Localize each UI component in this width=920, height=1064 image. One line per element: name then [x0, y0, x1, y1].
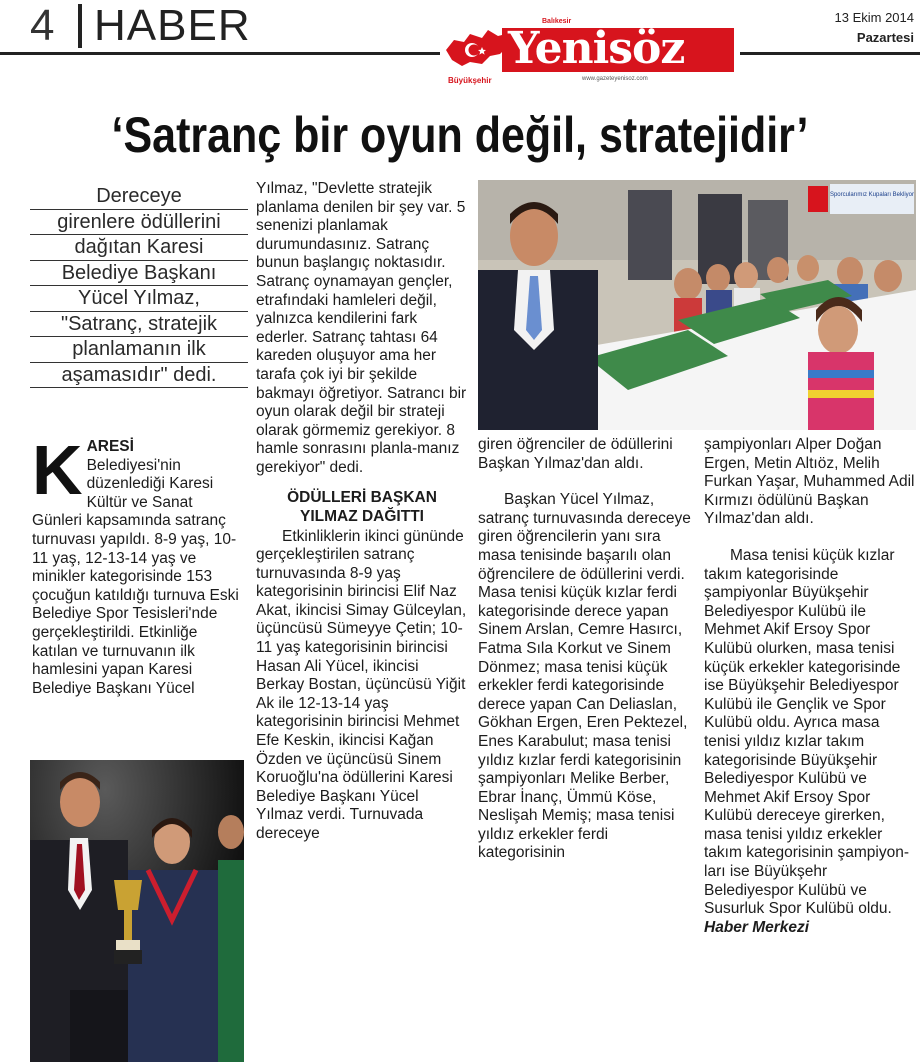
- drop-cap: K: [32, 431, 83, 509]
- article-headline: ‘Satranç bir oyun değil, stratejidir’: [111, 107, 809, 163]
- article-byline: Haber Merkezi: [704, 918, 810, 936]
- article-column-3: [478, 436, 692, 863]
- column-4-text-2-body: Masa tenisi küçük kızlar takım kategorisinde şampiyonlar Büyükşehir Belediyespor Kulübü ile Mehmet Akif Ersoy Spor Kulübü olurken, masa tenisi küçük erkekler kategorisinde ise Büyükşehir Belediyespor Kulübü ile Gençlik ve Spor Kulübü oldu. Ayrıca masa tenisi yıldız kızlar takım kategorisinde Büyükşehir Belediyespor Kulübü ve Mehmet Akif Ersoy Spor Kulübü dereceye girerken, masa tenisi yıldız erkekler takım kategorisinin şampiyon-ları ise Büyükşehr Belediyespor Kulübü ve Susurluk Spor Kulübü oldu.: [704, 546, 910, 918]
- column-2-text-2: Etkinliklerin ikinci gününde gerçekleştirilen satranç turnuvasında 8-9 yaş kategorisinin birincisi Elif Naz Akat, ikincisi Simay Gülceylan, üçüncüsü Sümeyye Çetin; 10-11 yaş kategorisinin birincisi Hasan Ali Yücel, ikincisi Berkay Bostan, üçüncüsü Yiğit Ak ile 12-13-14 yaş kategorisinin birincisi Mehmet Efe Keskin, ikincisi Kağan Özden ve üçüncüsü Sinem Koruoğlu'na ödüllerini Karesi Belediye Başkanı Yücel Yılmaz verdi. Turnuvada dereceye: [256, 527, 467, 842]
- newspaper-masthead: [442, 18, 736, 88]
- deck-line: Belediye Başkanı: [30, 261, 248, 287]
- masthead-name: Yenisöz: [508, 23, 685, 74]
- deck-line: "Satranç, stratejik: [30, 312, 248, 338]
- deck-line: girenlere ödüllerini: [30, 210, 248, 236]
- header-rule-left: [0, 52, 440, 55]
- photo-banner-text: Sporcularımız Kupaları Bekliyor: [829, 192, 915, 198]
- article-deck: [30, 184, 248, 388]
- column-3-text-2: Başkan Yücel Yılmaz, satranç turnuvasında dereceye giren öğrencilerin yanı sıra masa tenisinde başarılı olan öğrencilere de ödüllerini verdi. Masa tenisi küçük kızlar ferdi kategorisinde derece yapan Sinem Arslan, Cemre Hasırcı, Fatma Sıla Korkut ve Sinem Dönmez; masa tenisi küçük erkekler ferdi kategorisinde derece yapan Can Deliaslan, Gökhan Ergen, Eren Pektezel, Enes Karabulut; masa tenisi yıldız kızlar ferdi kategorisinin şampiyonları Melike Berber, Ebrar İnanç, Ümmü Köse, Neslişah Memiş; masa tenisi yıldız erkekler ferdi kategorisinin: [478, 491, 691, 862]
- chess-photo-illustration: [478, 180, 916, 430]
- article-column-1: [32, 431, 244, 698]
- chess-photo: [478, 180, 916, 430]
- issue-date: 13 Ekim 2014: [834, 10, 914, 25]
- header-divider: [78, 4, 82, 48]
- subheading-line-2: YILMAZ DAĞITTI: [300, 507, 424, 525]
- deck-line: Dereceye: [30, 184, 248, 210]
- masthead-sub: Büyükşehir: [448, 76, 492, 85]
- subheading: [256, 488, 468, 526]
- column-2-text: Yılmaz, "Devlette stratejik planlama denilen bir şey var. 5 senenizi planlamak durumundasınız. Satranç bunun başlangıç noktasıdır. Satranç oynamayan gençler, etrafındaki hamleleri değil, yalnızca kendilerini fark ederler. Satranç tahtası 64 kareden oluşuyor ama her tarafa çok iyi bir şekilde bakmayı öğretiyor. Satrancı bir oyun olarak değil bir strateji olarak görmemiz gerekiyor. 8 hamle sonrasını planla-manız gerekiyor" dedi.: [256, 180, 467, 476]
- page-number: 4: [30, 1, 55, 50]
- issue-day: Pazartesi: [856, 30, 914, 45]
- article-column-4: [704, 436, 918, 937]
- deck-line: Yücel Yılmaz,: [30, 286, 248, 312]
- masthead-tagline: Balıkesir: [542, 18, 572, 25]
- paragraph-gap: [478, 473, 692, 491]
- deck-line: aşamasıdır" dedi.: [30, 363, 248, 389]
- section-title: HABER: [94, 1, 251, 50]
- column-3-text: giren öğrenciler de ödüllerini Başkan Yılmaz'dan aldı.: [478, 436, 673, 472]
- subheading-line-1: ÖDÜLLERİ BAŞKAN: [287, 488, 437, 506]
- lead-bold: ARESİ: [86, 438, 134, 455]
- column-4-text-2: [704, 547, 918, 937]
- deck-line: dağıtan Karesi: [30, 235, 248, 261]
- paragraph-gap: [704, 529, 918, 547]
- award-photo: [30, 760, 244, 1062]
- header-rule-right: [740, 52, 920, 55]
- masthead-web: www.gazeteyenisoz.com: [582, 76, 648, 82]
- article-column-2: [256, 180, 468, 844]
- award-photo-illustration: [30, 760, 244, 1062]
- column-1-text: Belediyesi'nin düzenlediği Karesi Kültür ve Sanat Günleri kapsamında satranç turnuvası yapıldı. 8-9 yaş, 10-11 yaş, 12-13-14 yaş ve minikler kategorisinde 153 çocuğun katıldığı turnuva Eski Belediye Spor Tesisleri'nde gerçekleştirildi. Etkinliğe katılan ve turnuvanın ilk hamlesini yapan Karesi Belediye Başkanı Yücel: [32, 456, 239, 697]
- column-4-text: şampiyonları Alper Doğan Ergen, Metin Altıöz, Melih Furkan Yaşar, Muhammed Adil Kırmızı ödülünü Başkan Yılmaz'dan aldı.: [704, 436, 915, 528]
- deck-line: planlamanın ilk: [30, 337, 248, 363]
